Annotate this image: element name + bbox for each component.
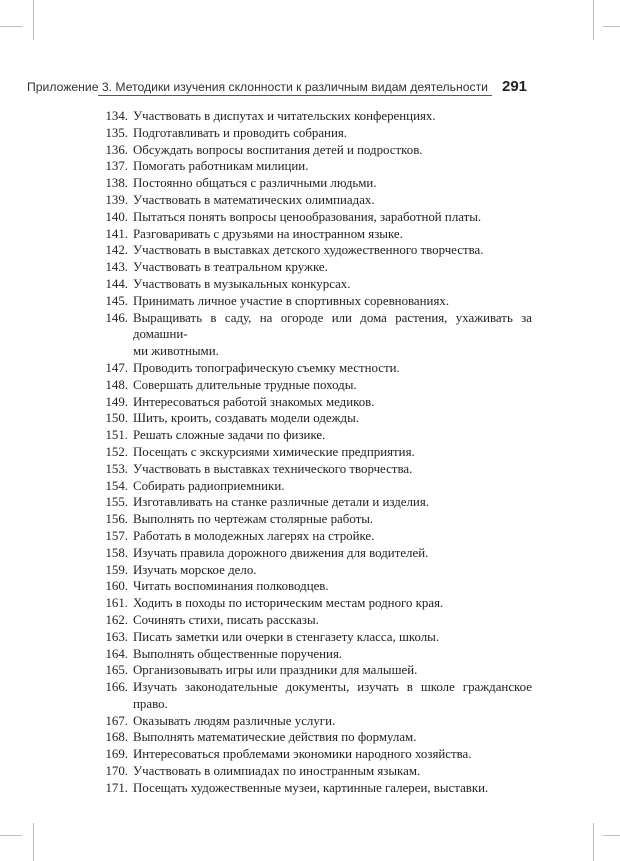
- crop-mark-top-right-h: [603, 26, 620, 27]
- item-text: [133, 427, 532, 444]
- item-text-line: Изучать правила дорожного движения для водителей.: [133, 545, 429, 560]
- item-number: 141.: [105, 226, 128, 241]
- list-item: [92, 293, 532, 310]
- list-item: [92, 562, 532, 579]
- list-item: [92, 780, 532, 797]
- item-text: [133, 276, 532, 293]
- list-item: [92, 226, 532, 243]
- item-text-line: Подготавливать и проводить собрания.: [133, 125, 347, 140]
- item-text-line: Сочинять стихи, писать рассказы.: [133, 612, 319, 627]
- list-item: [92, 662, 532, 679]
- list-item: [92, 125, 532, 142]
- item-number: 148.: [105, 377, 128, 392]
- item-text-line: Выполнять математические действия по формулам.: [133, 730, 417, 745]
- item-text: [133, 293, 532, 310]
- item-text: [133, 511, 532, 528]
- list-item: [92, 612, 532, 629]
- item-text-line: Участвовать в математических олимпиадах.: [133, 192, 375, 207]
- item-text-line: Выполнять по чертежам столярные работы.: [133, 512, 374, 527]
- item-text: [133, 679, 532, 713]
- item-text: [133, 612, 532, 629]
- list-item: [92, 729, 532, 746]
- item-text-line: Участвовать в выставках детского художественного творчества.: [133, 243, 484, 258]
- item-text-line: Выращивать в саду, на огороде или дома растения, ухаживать за домашни-: [133, 310, 532, 342]
- item-text: [133, 528, 532, 545]
- item-number: 169.: [105, 747, 128, 762]
- item-text: [133, 242, 532, 259]
- list-item: [92, 242, 532, 259]
- item-text-line: Выполнять общественные поручения.: [133, 646, 343, 661]
- item-number: 157.: [105, 528, 128, 543]
- item-text: [133, 646, 532, 663]
- questionnaire-list: [92, 108, 532, 797]
- item-text-line: Интересоваться проблемами экономики народного хозяйства.: [133, 747, 472, 762]
- item-text: [133, 629, 532, 646]
- item-number: 163.: [105, 629, 128, 644]
- item-text-line: Шить, кроить, создавать модели одежды.: [133, 411, 359, 426]
- item-text-line: Решать сложные задачи по физике.: [133, 428, 326, 443]
- item-number: 134.: [105, 109, 128, 123]
- list-item: [92, 209, 532, 226]
- item-text-line: Принимать личное участие в спортивных соревнованиях.: [133, 293, 450, 308]
- item-text-line: Посещать с экскурсиями химические предприятия.: [133, 444, 415, 459]
- item-text: [133, 729, 532, 746]
- item-text-line: Обсуждать вопросы воспитания детей и подростков.: [133, 142, 423, 157]
- list-item: [92, 763, 532, 780]
- item-text: [133, 578, 532, 595]
- item-number: 140.: [105, 209, 128, 224]
- item-text: [133, 662, 532, 679]
- item-text-line: Изучать морское дело.: [133, 562, 257, 577]
- item-text: [133, 377, 532, 394]
- item-number: 168.: [105, 730, 128, 745]
- item-text: [133, 125, 532, 142]
- list-item: [92, 310, 532, 360]
- item-text: [133, 360, 532, 377]
- item-text: [133, 259, 532, 276]
- list-item: [92, 461, 532, 478]
- item-text-line: Писать заметки или очерки в стенгазету класса, школы.: [133, 629, 440, 644]
- item-text: [133, 746, 532, 763]
- list-item: [92, 679, 532, 713]
- item-number: 162.: [105, 612, 128, 627]
- list-item: [92, 394, 532, 411]
- item-text: [133, 209, 532, 226]
- item-number: 165.: [105, 663, 128, 678]
- list-item: [92, 192, 532, 209]
- list-item: [92, 713, 532, 730]
- crop-mark-top-left-v: [33, 0, 34, 40]
- item-text-line: Участвовать в музыкальных конкурсах.: [133, 276, 351, 291]
- item-text: [133, 780, 532, 797]
- item-text: [133, 192, 532, 209]
- list-item: [92, 746, 532, 763]
- item-text: [133, 394, 532, 411]
- item-number: 139.: [105, 192, 128, 207]
- item-text: [133, 444, 532, 461]
- item-number: 147.: [105, 360, 128, 375]
- item-text: [133, 713, 532, 730]
- list-item: [92, 377, 532, 394]
- item-text-line: Изучать законодательные документы, изучать в школе гражданское право.: [133, 680, 532, 711]
- list-item: [92, 545, 532, 562]
- item-number: 135.: [105, 125, 128, 140]
- item-text-line: Пытаться понять вопросы ценообразования, заработной платы.: [133, 209, 482, 224]
- item-text: [133, 226, 532, 243]
- item-text-line: Работать в молодежных лагерях на стройке.: [133, 528, 375, 543]
- item-text-line: Читать воспоминания полководцев.: [133, 579, 329, 594]
- item-text-line: Разговаривать с друзьями на иностранном языке.: [133, 226, 403, 241]
- item-text-line: Участвовать в диспутах и читательских конференциях.: [133, 109, 436, 123]
- item-text-line: Помогать работникам милиции.: [133, 159, 309, 174]
- list-item: [92, 578, 532, 595]
- item-text-line: Организовывать игры или праздники для малышей.: [133, 663, 418, 678]
- item-text-line: Участвовать в театральном кружке.: [133, 260, 328, 275]
- list-item: [92, 528, 532, 545]
- item-number: 166.: [105, 680, 128, 695]
- item-number: 154.: [105, 478, 128, 493]
- crop-mark-top-left-h: [0, 26, 22, 27]
- item-text: [133, 158, 532, 175]
- item-number: 151.: [105, 428, 128, 443]
- list-item: [92, 646, 532, 663]
- item-number: 158.: [105, 545, 128, 560]
- item-number: 142.: [105, 243, 128, 258]
- item-number: 159.: [105, 562, 128, 577]
- item-text-line: Оказывать людям различные услуги.: [133, 713, 336, 728]
- item-text: [133, 108, 532, 125]
- item-number: 156.: [105, 512, 128, 527]
- item-text: [133, 142, 532, 159]
- item-number: 167.: [105, 713, 128, 728]
- item-text-line: Участвовать в выставках технического творчества.: [133, 461, 413, 476]
- item-text-line: Проводить топографическую съемку местности.: [133, 360, 400, 375]
- item-text: [133, 763, 532, 780]
- item-number: 161.: [105, 596, 128, 611]
- item-text: [133, 595, 532, 612]
- item-number: 136.: [105, 142, 128, 157]
- item-text: [133, 175, 532, 192]
- list-item: [92, 494, 532, 511]
- list-item: [92, 511, 532, 528]
- item-text: [133, 410, 532, 427]
- item-text-line: Изготавливать на станке различные детали и изделия.: [133, 495, 429, 510]
- item-text: [133, 545, 532, 562]
- list-item: [92, 410, 532, 427]
- item-text: [133, 562, 532, 579]
- item-text-continuation: ми животными.: [133, 344, 219, 359]
- list-item: [92, 629, 532, 646]
- item-number: 149.: [105, 394, 128, 409]
- item-text: [133, 310, 532, 360]
- list-item: [92, 595, 532, 612]
- crop-mark-top-right-v: [593, 0, 594, 40]
- page-number: 291: [502, 78, 528, 95]
- item-number: 170.: [105, 764, 128, 779]
- item-number: 137.: [105, 159, 128, 174]
- list-item: [92, 360, 532, 377]
- crop-mark-bottom-left-v: [33, 823, 34, 861]
- item-number: 164.: [105, 646, 128, 661]
- item-number: 152.: [105, 444, 128, 459]
- list-item: [92, 478, 532, 495]
- item-text-line: Участвовать в олимпиадах по иностранным языкам.: [133, 764, 421, 779]
- item-text-line: Постоянно общаться с различными людьми.: [133, 176, 377, 191]
- list-item: [92, 276, 532, 293]
- header-rule: [98, 95, 492, 96]
- list-item: [92, 142, 532, 159]
- item-text-line: Ходить в походы по историческим местам родного края.: [133, 596, 444, 611]
- item-text-line: Интересоваться работой знакомых медиков.: [133, 394, 375, 409]
- item-number: 160.: [105, 579, 128, 594]
- item-number: 171.: [105, 780, 128, 795]
- list-item: [92, 108, 532, 125]
- list-item: [92, 158, 532, 175]
- item-number: 144.: [105, 276, 128, 291]
- item-text: [133, 461, 532, 478]
- item-number: 138.: [105, 176, 128, 191]
- crop-mark-bottom-left-h: [0, 835, 22, 836]
- crop-mark-bottom-right-v: [593, 823, 594, 861]
- item-text: [133, 494, 532, 511]
- item-text: [133, 478, 532, 495]
- crop-mark-bottom-right-h: [603, 835, 620, 836]
- item-text-line: Собирать радиоприемники.: [133, 478, 285, 493]
- item-number: 145.: [105, 293, 128, 308]
- list-item: [92, 444, 532, 461]
- running-header: [0, 76, 620, 100]
- item-text-line: Посещать художественные музеи, картинные галереи, выставки.: [133, 780, 489, 795]
- list-item: [92, 427, 532, 444]
- item-number: 153.: [105, 461, 128, 476]
- item-number: 146.: [105, 310, 128, 325]
- item-number: 150.: [105, 411, 128, 426]
- item-number: 143.: [105, 260, 128, 275]
- item-text-line: Совершать длительные трудные походы.: [133, 377, 357, 392]
- header-title: Приложение 3. Методики изучения склонности к различным видам деятельности: [27, 80, 488, 94]
- list-item: [92, 175, 532, 192]
- list-item: [92, 259, 532, 276]
- item-number: 155.: [105, 495, 128, 510]
